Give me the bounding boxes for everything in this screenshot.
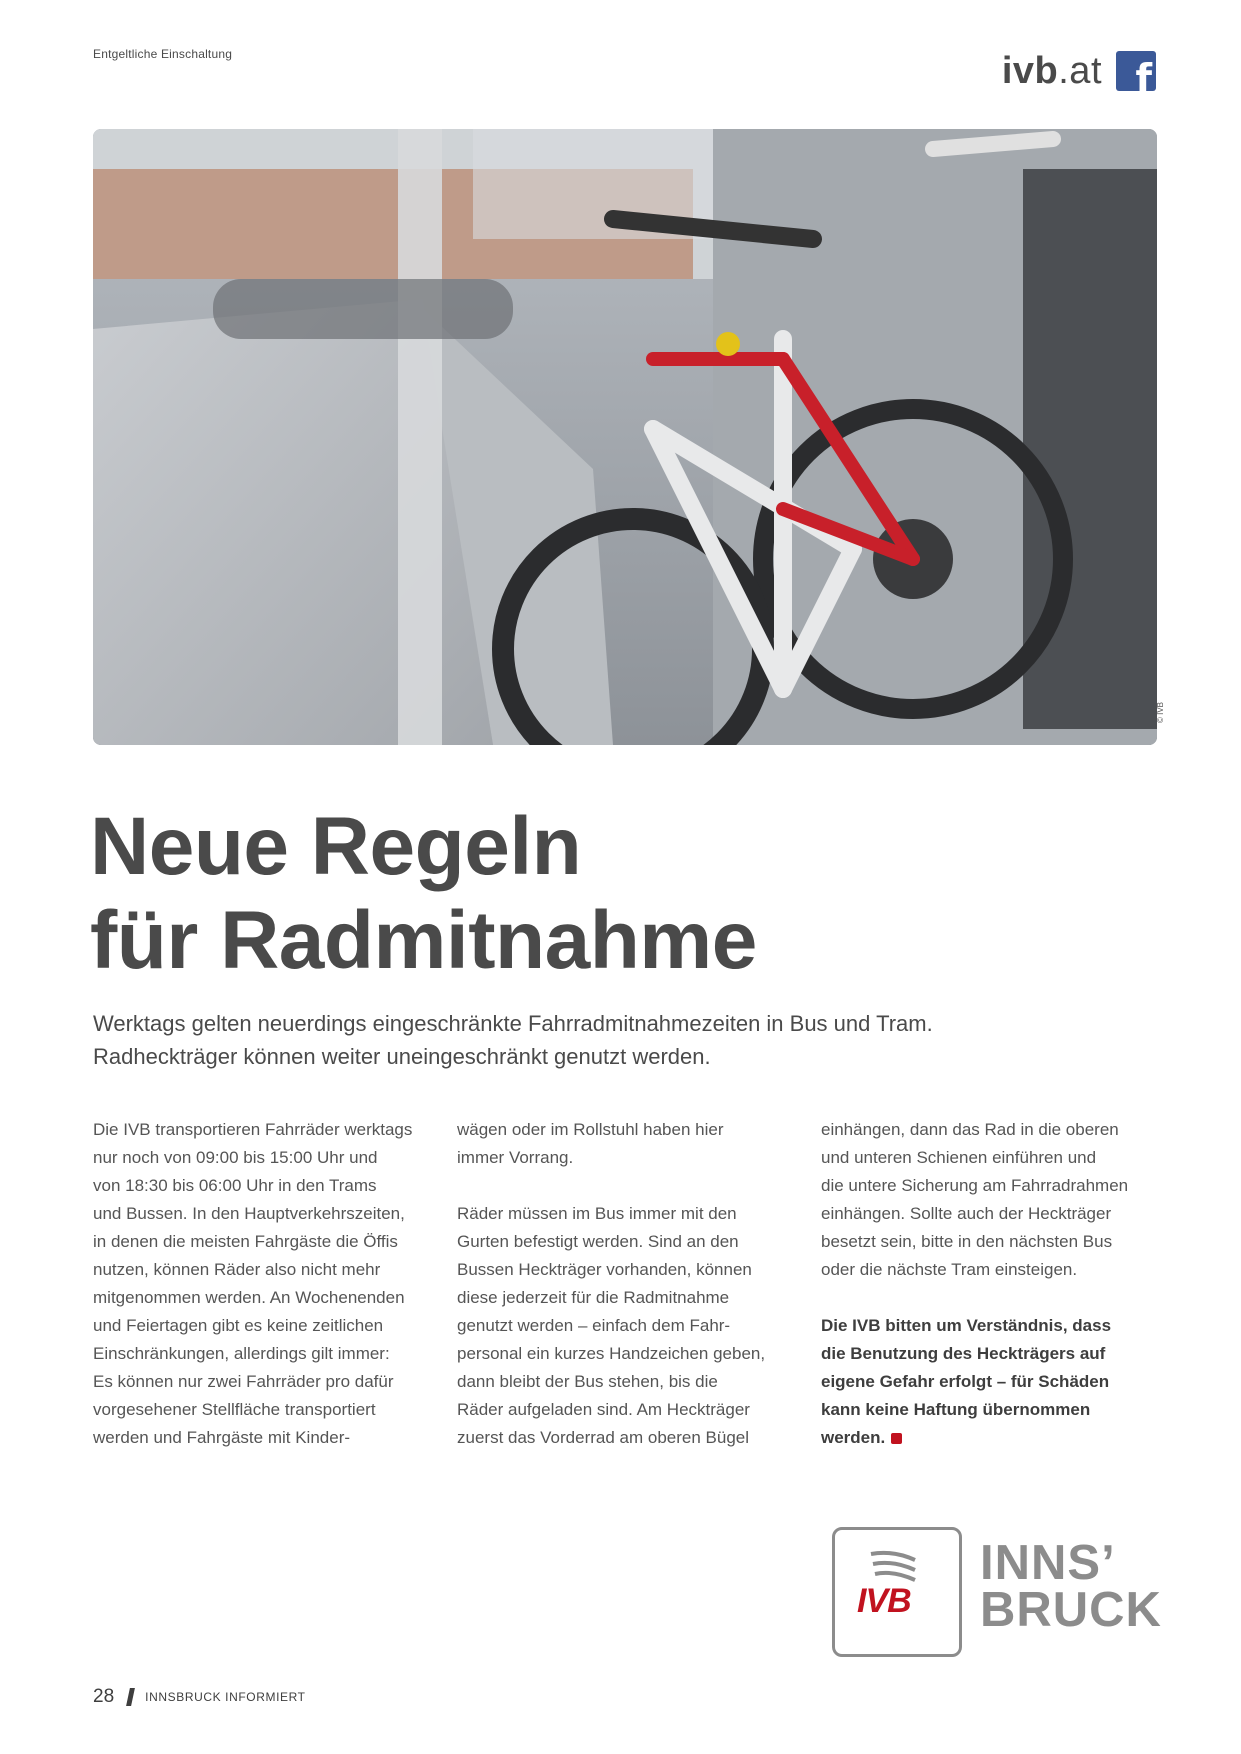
headline-line: für Radmitnahme [90,895,757,986]
body-line: diese jederzeit für die Radmitnahme [457,1288,730,1307]
end-mark-icon [891,1433,902,1444]
body-line: Bussen Heckträger vorhanden, können [457,1260,752,1279]
article-lead [93,1007,1153,1073]
body-line: von 18:30 bis 06:00 Uhr in den Trams [93,1176,377,1195]
disclaimer-line: kann keine Haftung übernommen [821,1400,1091,1419]
page-footer [93,1686,306,1708]
disclaimer-line-last: werden. [821,1424,1161,1452]
body-line: besetzt sein, bitte in den nächsten Bus [821,1232,1113,1251]
body-line: einhängen. Sollte auch der Heckträger [821,1204,1112,1223]
body-line: Die IVB transportieren Fahrräder werktags [93,1120,413,1139]
page-number: 28 [93,1686,115,1707]
disclaimer-line: die Benutzung des Heckträgers auf [821,1344,1106,1363]
body-line: mitgenommen werden. An Wochenenden [93,1288,405,1307]
body-line: nutzen, können Räder also nicht mehr [93,1260,381,1279]
ivb-logo [832,1527,962,1657]
body-line: oder die nächste Tram einsteigen. [821,1260,1078,1279]
photo-credit: © IVB [1156,701,1165,723]
body-line: und Feiertagen gibt es keine zeitlichen [93,1316,384,1335]
lead-line: Radheckträger können weiter uneingeschränkt genutzt werden. [93,1044,711,1069]
bike-photo [93,129,1157,745]
city-logo-line: BRUCK [980,1583,1162,1637]
body-line: in denen die meisten Fahrgäste die Öffis [93,1232,398,1251]
body-line: zuerst das Vorderrad am oberen Bügel [457,1428,750,1447]
article-column-2 [457,1116,797,1452]
body-line: Räder aufgeladen sind. Am Heckträger [457,1400,750,1419]
body-line: nur noch von 09:00 bis 15:00 Uhr und [93,1148,378,1167]
lead-line: Werktags gelten neuerdings eingeschränkte Fahrradmitnahmezeiten in Bus und Tram. [93,1011,933,1036]
publication-name: INNSBRUCK INFORMIERT [145,1690,306,1704]
site-url[interactable]: ivb.at [1001,49,1102,92]
body-line: personal ein kurzes Handzeichen geben, [457,1344,766,1363]
ad-label: Entgeltliche Einschaltung [93,47,233,61]
article-headline [90,800,1140,988]
body-line: werden und Fahrgäste mit Kinder- [93,1428,351,1447]
body-line: vorgesehener Stellfläche transportiert [93,1400,376,1419]
facebook-icon[interactable]: f [1116,51,1156,91]
body-line: wägen oder im Rollstuhl haben hier [457,1120,724,1139]
body-line: und Bussen. In den Hauptverkehrszeiten, [93,1204,405,1223]
body-line: immer Vorrang. [457,1148,574,1167]
body-line: Räder müssen im Bus immer mit den [457,1204,737,1223]
body-line: Es können nur zwei Fahrräder pro dafür [93,1372,394,1391]
slash-divider [126,1688,135,1706]
body-line: dann bleibt der Bus stehen, bis die [457,1372,718,1391]
disclaimer-line: eigene Gefahr erfolgt – für Schäden [821,1372,1110,1391]
ivb-logo-text: IVB [857,1582,911,1620]
body-line: Gurten befestigt werden. Sind an den [457,1232,739,1251]
body-line: einhängen, dann das Rad in die oberen [821,1120,1119,1139]
disclaimer-line: Die IVB bitten um Verständnis, dass [821,1316,1112,1335]
body-line: die untere Sicherung am Fahrradrahmen [821,1176,1129,1195]
city-logo-line: INNS’ [980,1536,1116,1590]
body-line: Einschränkungen, allerdings gilt immer: [93,1344,390,1363]
article-column-3 [821,1116,1161,1452]
body-line: genutzt werden – einfach dem Fahr- [457,1316,731,1335]
article-column-1 [93,1116,433,1452]
innsbruck-logo [980,1536,1162,1637]
site-brand[interactable] [1002,50,1156,92]
body-line: und unteren Schienen einführen und [821,1148,1097,1167]
headline-line: Neue Regeln [90,801,582,892]
